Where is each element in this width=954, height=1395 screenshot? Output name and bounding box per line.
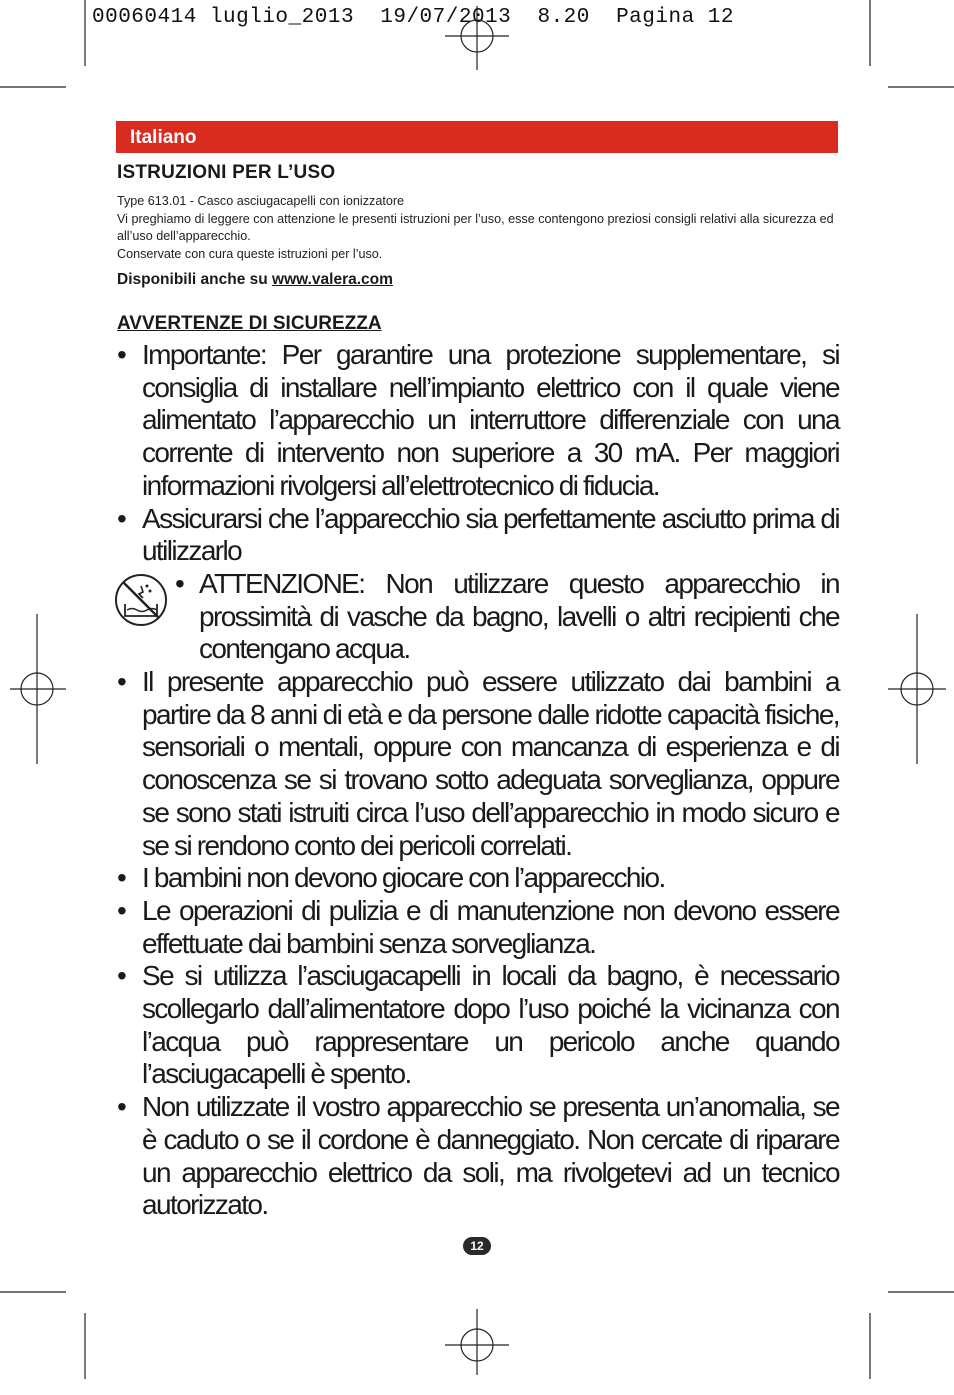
page-number: 12 (463, 1237, 491, 1255)
website-link[interactable]: www.valera.com (272, 271, 393, 288)
availability-label: Disponibili anche su (117, 271, 268, 288)
warning-text: ATTENZIONE: Non utilizzare questo apparecchio in prossimità di vasche da bagno, lavelli o altri recipienti che contengano acqua. (199, 567, 839, 665)
warning-item: • Il presente apparecchio può essere utilizzato dai bambini a partire da 8 anni di età e da persone dalle ridotte capacità fisiche, sensoriali o mentali, oppure con mancanza di esperienza e di conoscenza se si trovano sotto adeguata sorveglianza, oppure se sono stati istruiti circa l’uso dell’apparecchio in modo sicuro e se si rendono conto dei pericoli correlati. (117, 666, 839, 862)
instructions-heading: ISTRUZIONI PER L’USO (117, 162, 336, 183)
registration-mark-right (884, 614, 954, 764)
document-body (117, 162, 839, 1222)
type-line: Type 613.01 - Casco asciugacapelli con ionizzatore (117, 194, 405, 208)
warning-item: • Se si utilizza l’asciugacapelli in locali da bagno, è necessario scollegarlo dall’alimentatore dopo l’uso poiché la vicinanza con l’acqua può rappresentare un pericolo anche quando l’asciugacapelli è spento. (117, 960, 839, 1091)
registration-mark-left (0, 614, 70, 764)
no-water-bath-icon (113, 572, 169, 628)
warning-item: • I bambini non devono giocare con l’apparecchio. (117, 862, 839, 895)
registration-mark-bottom (427, 1295, 527, 1395)
availability-line (117, 271, 839, 289)
language-bar (116, 121, 838, 153)
warning-item: • Le operazioni di pulizia e di manutenzione non devono essere effettuate dai bambini senza sorveglianza. (117, 895, 839, 960)
registration-mark-top (427, 0, 527, 86)
warning-item: • Non utilizzate il vostro apparecchio se presenta un’anomalia, se è caduto o se il cordone è danneggiato. Non cercate di riparare un apparecchio elettrico da soli, ma rivolgetevi ad un tecnico autorizzato. (117, 1091, 839, 1222)
warning-item-with-icon (117, 568, 839, 666)
print-slug: 00060414 luglio_2013 19/07/2013 8.20 Pagina 12 (92, 6, 735, 29)
safety-heading: AVVERTENZE DI SICUREZZA (117, 313, 382, 334)
language-label: Italiano (130, 127, 197, 148)
warning-item: • Importante: Per garantire una protezione supplementare, si consiglia di installare nell’impianto elettrico con il quale viene alimentato l’apparecchio un interruttore differenziale con una corrente di intervento non superiore a 30 mA. Per maggiori informazioni rivolgersi all’elettrotecnico di fiducia. (117, 339, 839, 503)
safety-warning-list (117, 339, 839, 1222)
intro-text: Vi preghiamo di leggere con attenzione le presenti istruzioni per l’uso, esse contengono preziosi consigli relativi alla sicurezza ed all’uso dell’apparecchio. (117, 211, 834, 243)
warning-item: • Assicurarsi che l’apparecchio sia perfettamente asciutto prima di utilizzarlo (117, 503, 839, 568)
keep-instructions: Conservate con cura queste istruzioni per l’uso. (117, 246, 383, 261)
